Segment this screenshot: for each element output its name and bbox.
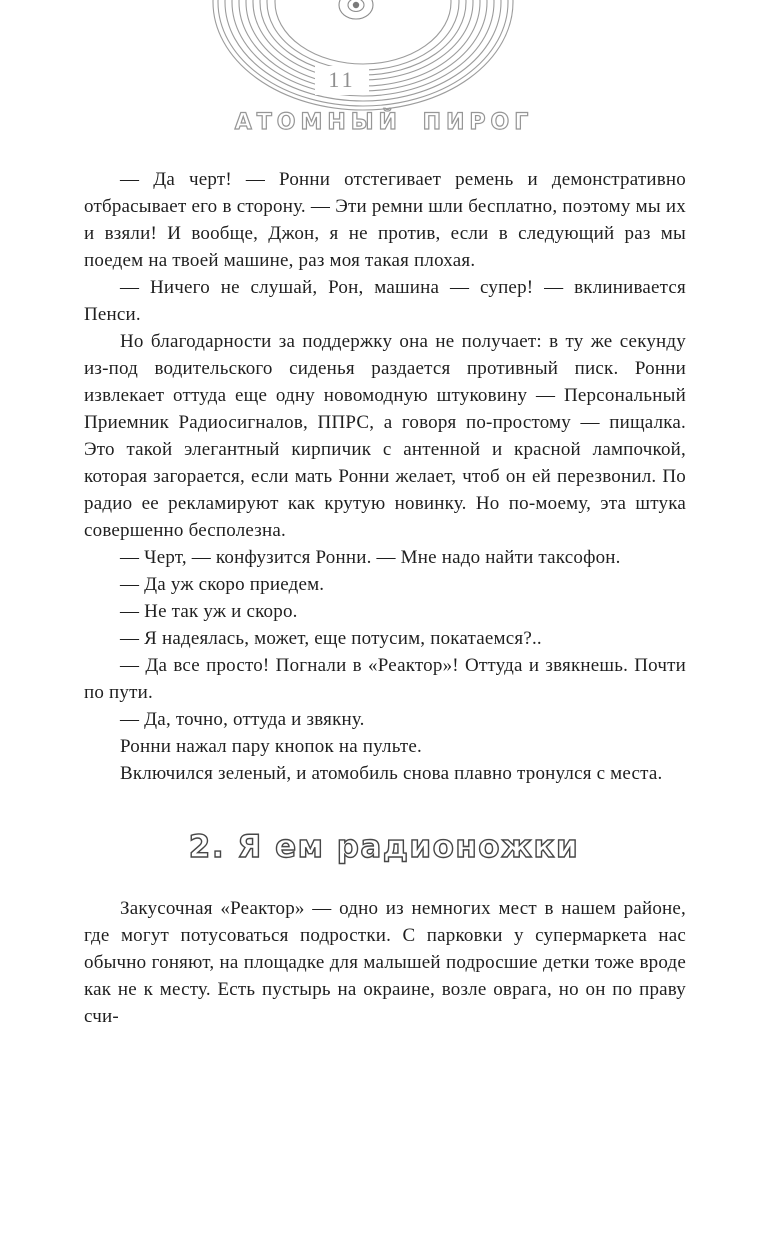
paragraph: Но благодарности за поддержку она не получает: в ту же секунду из-под водительского сиденья раздается противный писк. Ронни извлекает оттуда еще одну новомодную штуковину — Персональный Приемник Радиосигналов, ППРС, а говоря по-простому — пищалка. Это такой элегантный кирпичик с антенной и красной лампочкой, которая загорается, если мать Ронни желает, чтоб он ей перезвонил. По радио ее рекламируют как крутую новинку. Но по-моему, эта штука совершенно бесполезна.: [84, 331, 686, 541]
paragraph: Закусочная «Реактор» — одно из немногих мест в нашем районе, где могут потусоваться подростки. С парковки у супермаркета нас обычно гоняют, на площадке для малышей подросшие детки тоже вроде как не к месту. Есть пустырь на окраине, возле оврага, но он по праву счи-: [84, 898, 686, 1027]
paragraph: — Ничего не слушай, Рон, машина — супер! — вклинивается Пенси.: [84, 277, 686, 325]
paragraph: Ронни нажал пару кнопок на пульте.: [120, 736, 422, 757]
story-section-1: [84, 166, 686, 787]
paragraph: — Черт, — конфузится Ронни. — Мне надо найти таксофон.: [120, 547, 621, 568]
paragraph: — Да все просто! Погнали в «Реактор»! Оттуда и звякнешь. Почти по пути.: [84, 655, 686, 703]
paragraph: Включился зеленый, и атомобиль снова плавно тронулся с места.: [120, 763, 663, 784]
paragraph: — Я надеялась, может, еще потусим, покатаемся?..: [120, 628, 542, 649]
story-section-2: [84, 895, 686, 1030]
paragraph: — Да, точно, оттуда и звякну.: [120, 709, 365, 730]
page-number: 11: [315, 66, 369, 95]
paragraph: — Да уж скоро приедем.: [120, 574, 325, 595]
chapter-heading: 2. Я ем радионожки: [188, 829, 580, 865]
running-title: АТОМНЫЙ ПИРОГ: [234, 110, 534, 135]
page-header: [0, 0, 768, 166]
paragraph: — Не так уж и скоро.: [120, 601, 298, 622]
paragraph: — Да черт! — Ронни отстегивает ремень и демонстративно отбрасывает его в сторону. — Эти ремни шли бесплатно, поэтому мы их и взяли! И вообще, Джон, я не против, если в следующий раз мы поедем на твоей машине, раз моя такая плохая.: [84, 169, 686, 271]
